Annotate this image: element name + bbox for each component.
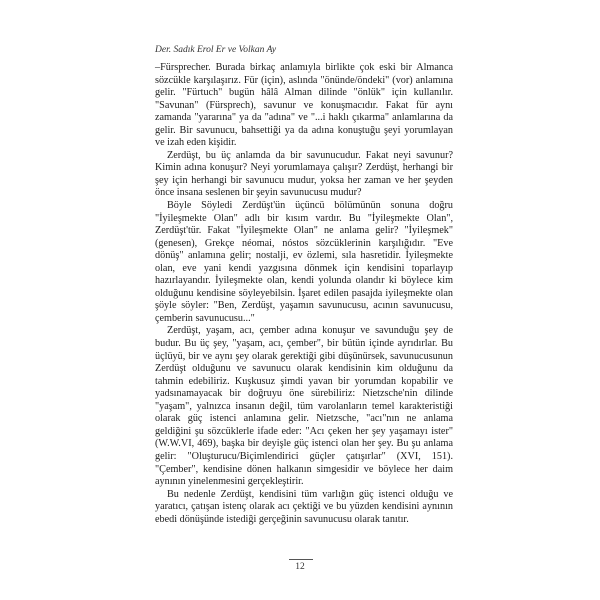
- page-number: 12: [295, 562, 305, 572]
- running-head: Der. Sadık Erol Er ve Volkan Ay: [155, 45, 277, 55]
- paragraph-4: Zerdüşt, yaşam, acı, çember adına konuşur ve savunduğu şey de budur. Bu üç şey, "yaşam, acı, çember", bir bütün içinde ayrıdırlar. Bu üçlüyü, bir ve aynı şey olarak gerektiği gibi düşünürsek, savunucusunun Zerdüşt olduğunu ve savunucu olarak kendisinin kim olduğunu da tahmin edebiliriz. Kuşkusuz şimdi yavan bir yorumdan kopabilir ve yadsınamayacak bir doğruyu öne sürebiliriz: Nietzsche'nin dilinde "yaşam", yalnızca insanın değil, tüm varolanların temel karakteristiği olarak güç istenci anlamına gelir. Nietzsche, "acı"nın ne anlama geldiğini şu sözcüklerle ifade eder: "Acı çeken her şey yaşamayı ister" (W.W.VI, 469), başka bir deyişle güç istenci olan her şey. Bu şu anlama gelir: "Oluşturucu/Biçimlendirici güçler çatışırlar" (XVI, 151). "Çember", kendisine dönen halkanın simgesidir ve böylece her daim aynının yinelenmesini gerçekleştirir.: [155, 325, 453, 488]
- paragraph-1: –Fürsprecher. Burada birkaç anlamıyla birlikte çok eski bir Almanca sözcükle karşılaşırız. Für (için), aslında "önünde/öndeki" (vor) anlamına gelir. "Fürtuch" bugün hâlâ Alman dilinde "önlük" için kullanılır. "Savunan" (Fürsprech), savunur ve konuşmacıdır. Fakat für aynı zamanda "yararına" ya da "adına" ve "...i haklı çıkarma" anlamlarına da gelir. Bir savunucu, bahsettiği ya da adına konuştuğu şeyi yorumlayan ve izah eden kişidir.: [155, 62, 453, 149]
- body-text: [155, 62, 453, 526]
- footer-rule: [289, 559, 313, 560]
- paragraph-3: Böyle Söyledi Zerdüşt'ün üçüncü bölümünün sonuna doğru "İyileşmekte Olan" adlı bir kısım vardır. Bu "İyileşmekte Olan", Zerdüşt'tür. Fakat "İyileşmekte Olan" ne anlama gelir? "İyileşmek" (genesen), Grekçe néomai, nóstos sözcüklerinin karşılığıdır. "Eve dönüş" anlamına gelir; nostalji, ev özlemi, sıla hasretidir. İyileşmekte olan, eve yani kendi yazgısına dönmek için kendisini toparlayıp hazırlayandır. İyileşmekte olan, kendi yolunda olandır ki böylece kim olduğunu kendisine söyleyebilsin. İşaret edilen pasajda iyileşmekte olan şöyle söyler: "Ben, Zerdüşt, yaşamın savunucusu, acının savunucusu, çemberin savunucusu...": [155, 200, 453, 324]
- paragraph-2: Zerdüşt, bu üç anlamda da bir savunucudur. Fakat neyi savunur? Kimin adına konuşur? Neyi yorumlamaya çalışır? Zerdüşt, herhangi bir şey için herhangi bir savunucu mudur, yoksa her zaman ve her şeyden önce insana seslenen bir şeyin savunucusu mudur?: [155, 149, 453, 199]
- paragraph-5: Bu nedenle Zerdüşt, kendisini tüm varlığın güç istenci olduğu ve yaratıcı, çatışan istenç olarak acı çektiği ve bu yüzden kendisini aynının ebedi dönüşünde istediği gerçeğinin savunucusu olarak tanıtır.: [155, 488, 453, 525]
